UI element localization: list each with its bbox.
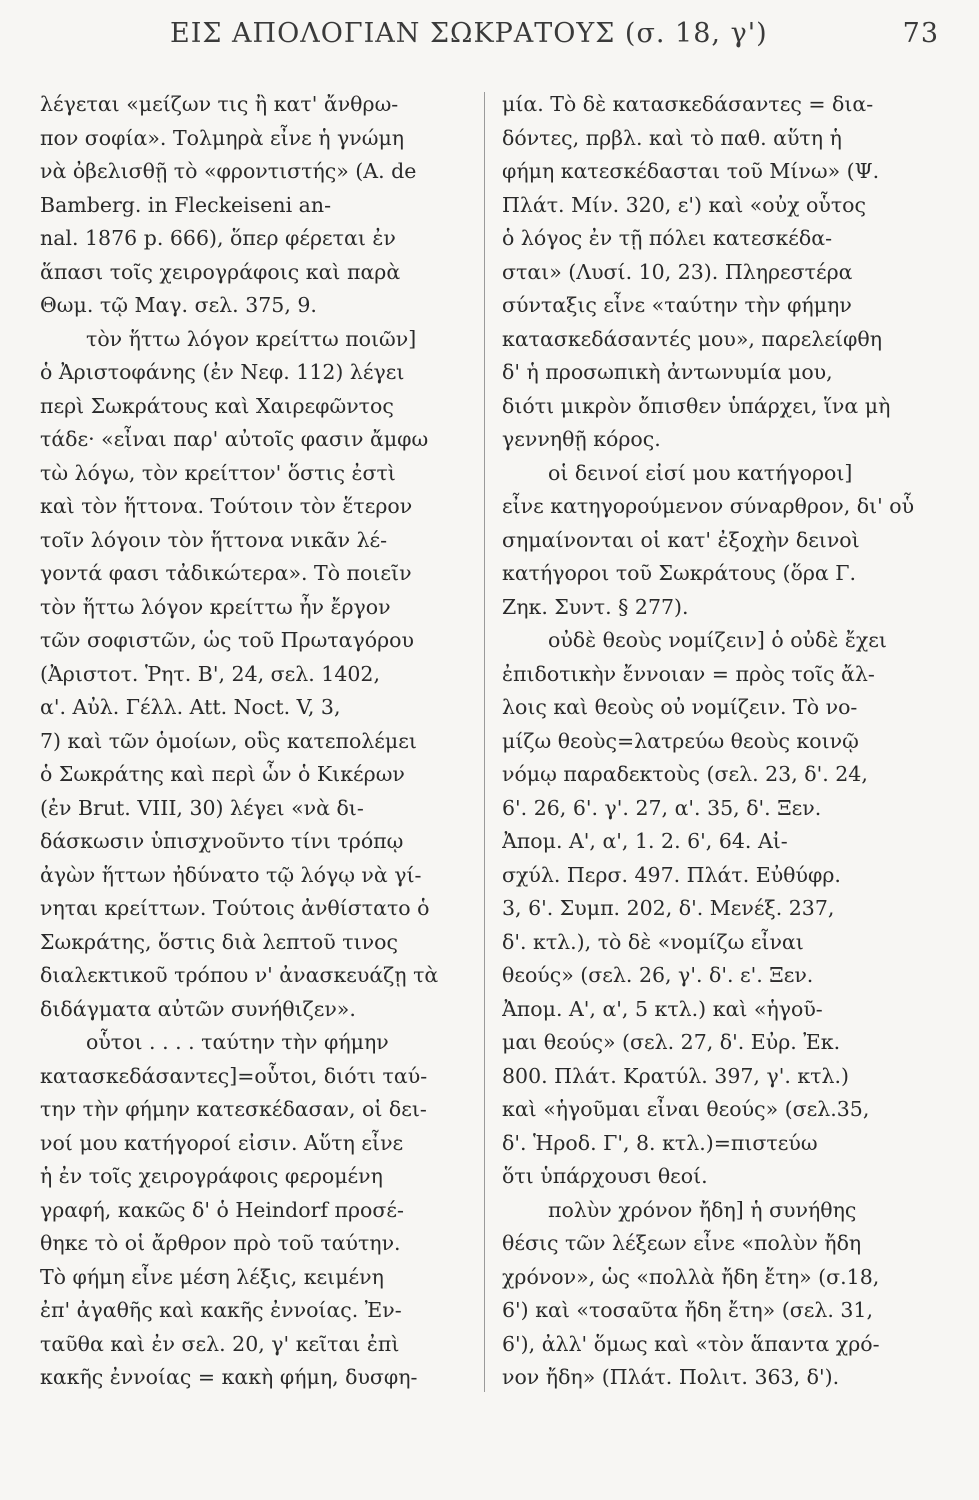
text-line: 800. Πλάτ. Κρατύλ. 397, γ'. κτλ.) — [502, 1063, 850, 1088]
text-line: τὸν ἥττω λόγον κρείττω ποιῶν] — [86, 326, 417, 351]
text-line: ταῦθα καὶ ἐν σελ. 20, γ' κεῖται ἐπὶ — [40, 1331, 400, 1356]
text-line: ἐπ' ἀγαθῆς καὶ κακῆς ἐννοίας. Ἐν- — [40, 1298, 402, 1322]
text-line: Τὸ φήμη εἶνε μέση λέξις, κειμένη — [40, 1264, 384, 1289]
text-line: την τὴν φήμην κατεσκέδασαν, οἱ δει- — [40, 1097, 427, 1121]
text-line: χρόνον», ὡς «πολλὰ ἤδη ἔτη» (σ.18, — [502, 1264, 880, 1289]
text-line: καὶ «ἡγοῦμαι εἶναι θεούς» (σελ.35, — [502, 1097, 870, 1121]
text-line: σύνταξις εἶνε «ταύτην τὴν φήμην — [502, 293, 852, 317]
text-line: θέσις τῶν λέξεων εἶνε «πολὺν ἤδη — [502, 1231, 862, 1255]
text-line: νοί μου κατήγοροί εἰσιν. Αὕτη εἶνε — [40, 1130, 404, 1155]
text-line: πον σοφία». Τολμηρὰ εἶνε ἡ γνώμη — [40, 125, 405, 150]
text-line: κατασκεδάσαντες]=οὗτοι, διότι ταύ- — [40, 1063, 428, 1088]
text-line: δάσκωσιν ὑπισχνοῦντο τίνι τρόπῳ — [40, 829, 404, 853]
text-line: θεούς» (σελ. 26, γ'. δ'. ε'. Ξεν. — [502, 963, 814, 987]
text-line: (Ἀριστοτ. Ῥητ. Β', 24, σελ. 1402, — [40, 661, 380, 686]
text-line: ἐπιδοτικὴν ἔννοιαν = πρὸς τοῖς ἄλ- — [502, 661, 875, 686]
text-line: νόμῳ παραδεκτοὺς (σελ. 23, δ'. 24, — [502, 762, 868, 786]
text-line: σημαίνονται οἱ κατ' ἐξοχὴν δεινοὶ — [502, 527, 860, 552]
text-columns — [40, 88, 960, 1488]
text-line: διαλεκτικοῦ τρόπου ν' ἀνασκευάζῃ τὰ — [40, 963, 439, 987]
right-column — [502, 88, 920, 1488]
text-line: (ἐν Brut. VIII, 30) λέγει «νὰ δι- — [40, 795, 364, 820]
running-header — [60, 18, 939, 58]
text-line: σται» (Λυσί. 10, 23). Πληρεστέρα — [502, 259, 853, 284]
text-line: Bamberg. in Fleckeiseni an- — [40, 192, 331, 217]
text-line: τοῖν λόγοιν τὸν ἥττονα νικᾶν λέ- — [40, 527, 388, 552]
text-line: ἀγὼν ἥττων ἠδύνατο τῷ λόγῳ νὰ γί- — [40, 862, 422, 887]
left-column — [40, 88, 458, 1488]
running-title: ΕΙΣ ΑΠΟΛΟΓΙΑΝ ΣΩΚΡΑΤΟΥΣ (σ. 18, γ') — [170, 18, 768, 49]
text-line: Θωμ. τῷ Μαγ. σελ. 375, 9. — [40, 293, 317, 317]
text-line: 6') καὶ «τοσαῦτα ἤδη ἔτη» (σελ. 31, — [502, 1298, 873, 1322]
text-line: σχύλ. Περσ. 497. Πλάτ. Εὐθύφρ. — [502, 862, 841, 887]
text-line: Πλάτ. Μίν. 320, ε') καὶ «οὐχ οὗτος — [502, 192, 867, 217]
text-line: α'. Αὐλ. Γέλλ. Att. Noct. V, 3, — [40, 695, 341, 719]
text-line: Ζηκ. Συντ. § 277). — [502, 594, 689, 619]
text-line: τῶν σοφιστῶν, ὡς τοῦ Πρωταγόρου — [40, 628, 414, 652]
text-line: τὼ λόγω, τὸν κρείττον' ὅστις ἐστὶ — [40, 460, 396, 485]
text-line: φήμη κατεσκέδασται τοῦ Μίνω» (Ψ. — [502, 159, 880, 183]
text-line: καὶ τὸν ἥττονα. Τούτοιν τὸν ἕτερον — [40, 494, 413, 518]
text-line: ὁ Σωκράτης καὶ περὶ ὧν ὁ Κικέρων — [40, 762, 405, 786]
text-line: ἡ ἐν τοῖς χειρογράφοις φερομένη — [40, 1164, 383, 1188]
text-line: λοις καὶ θεοὺς οὐ νομίζειν. Τὸ νο- — [502, 695, 858, 719]
text-line: διδάγματα αὐτῶν συνήθιζεν». — [40, 996, 356, 1021]
text-line: δ'. Ἡροδ. Γ', 8. κτλ.)=πιστεύω — [502, 1130, 818, 1155]
page-number: 73 — [902, 18, 939, 49]
text-line: 6'. 26, 6'. γ'. 27, α'. 35, δ'. Ξεν. — [502, 795, 822, 820]
column-divider — [484, 92, 485, 1392]
text-line: Σωκράτης, ὅστις διὰ λεπτοῦ τινος — [40, 929, 398, 954]
text-line: πολὺν χρόνον ἤδη] ἡ συνήθης — [548, 1197, 857, 1222]
text-line: θηκε τὸ οἱ ἄρθρον πρὸ τοῦ ταύτην. — [40, 1231, 401, 1255]
text-line: γεννηθῇ κόρος. — [502, 427, 661, 451]
text-line: οὐδὲ θεοὺς νομίζειν] ὁ οὐδὲ ἔχει — [548, 628, 887, 652]
text-line: ὁ Ἀριστοφάνης (ἐν Νεφ. 112) λέγει — [40, 360, 405, 384]
text-line: 6'), ἀλλ' ὅμως καὶ «τὸν ἅπαντα χρό- — [502, 1331, 880, 1356]
text-line: 3, 6'. Συμπ. 202, δ'. Μενέξ. 237, — [502, 896, 835, 920]
text-line: κατασκεδάσαντές μου», παρελείφθη — [502, 326, 883, 351]
text-line: nal. 1876 p. 666), ὅπερ φέρεται ἐν — [40, 226, 396, 250]
text-line: κακῆς ἐννοίας = κακὴ φήμη, δυσφη- — [40, 1365, 418, 1389]
text-line: μίζω θεοὺς=λατρεύω θεοὺς κοινῷ — [502, 728, 859, 753]
text-line: δ' ἡ προσωπικὴ ἀντωνυμία μου, — [502, 360, 833, 384]
text-line: κατήγοροι τοῦ Σωκράτους (ὅρα Γ. — [502, 561, 857, 585]
text-line: οἱ δεινοί εἰσί μου κατήγοροι] — [548, 460, 853, 485]
text-line: ἅπασι τοῖς χειρογράφοις καὶ παρὰ — [40, 259, 401, 284]
text-line: ὅτι ὑπάρχουσι θεοί. — [502, 1164, 708, 1188]
text-line: δόντες, πρβλ. καὶ τὸ παθ. αὕτη ἡ — [502, 125, 842, 150]
text-line: τὸν ἥττω λόγον κρείττω ἦν ἔργον — [40, 594, 391, 619]
text-line: μία. Τὸ δὲ κατασκεδάσαντες = δια- — [502, 92, 874, 116]
text-line: νὰ ὀβελισθῇ τὸ «φροντιστής» (A. de — [40, 159, 417, 183]
text-line: νον ἤδη» (Πλάτ. Πολιτ. 363, δ'). — [502, 1365, 840, 1389]
text-line: εἶνε κατηγορούμενον σύναρθρον, δι' οὗ — [502, 494, 915, 518]
text-line: Ἀπομ. Α', α', 1. 2. 6', 64. Αἰ- — [502, 829, 788, 853]
text-line: 7) καὶ τῶν ὁμοίων, οὓς κατεπολέμει — [40, 728, 417, 753]
text-line: γοντά φασι τἀδικώτερα». Τὸ ποιεῖν — [40, 561, 412, 585]
text-line: τάδε· «εἶναι παρ' αὐτοῖς φασιν ἄμφω — [40, 427, 429, 451]
text-line: δ'. κτλ.), τὸ δὲ «νομίζω εἶναι — [502, 929, 804, 954]
text-line: γραφή, κακῶς δ' ὁ Heindorf προσέ- — [40, 1197, 404, 1222]
text-line: μαι θεούς» (σελ. 27, δ'. Εὐρ. Ἐκ. — [502, 1030, 841, 1054]
text-line: λέγεται «μείζων τις ἢ κατ' ἄνθρω- — [40, 92, 399, 116]
text-line: διότι μικρὸν ὄπισθεν ὑπάρχει, ἵνα μὴ — [502, 393, 891, 418]
text-line: Ἀπομ. Α', α', 5 κτλ.) καὶ «ἡγοῦ- — [502, 996, 823, 1021]
text-line: ὁ λόγος ἐν τῇ πόλει κατεσκέδα- — [502, 226, 833, 250]
text-line: περὶ Σωκράτους καὶ Χαιρεφῶντος — [40, 393, 394, 418]
text-line: οὗτοι . . . . ταύτην τὴν φήμην — [86, 1030, 389, 1054]
text-line: νηται κρείττων. Τούτοις ἀνθίστατο ὁ — [40, 896, 430, 920]
